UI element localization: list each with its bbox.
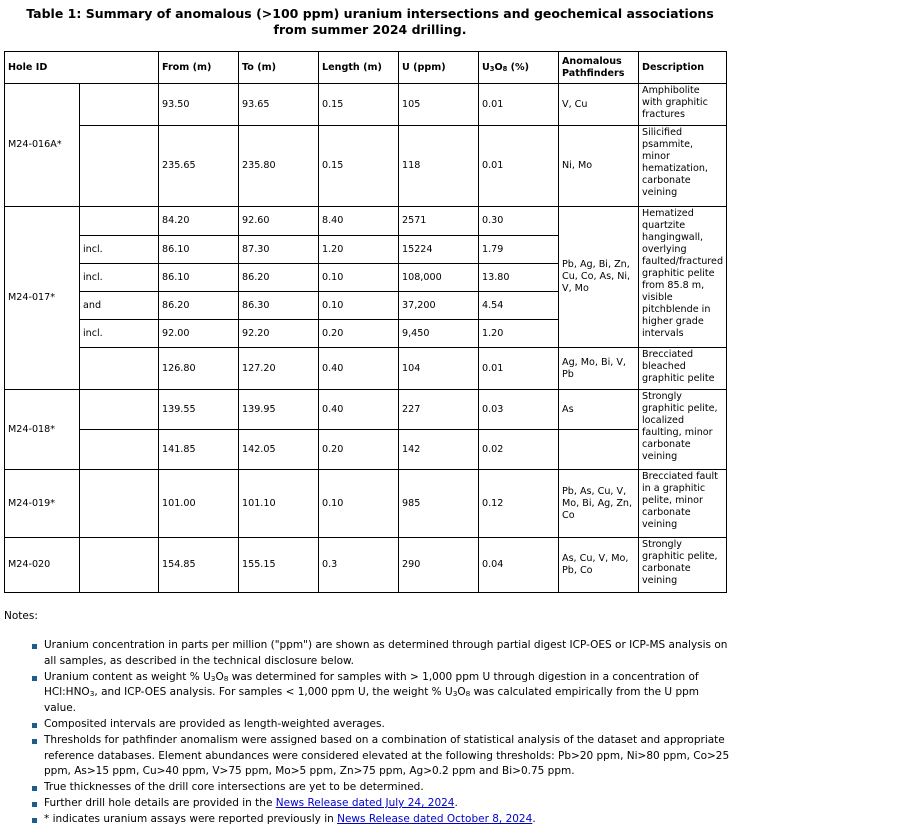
to-cell: 139.95 [239,390,319,430]
header-row [5,52,820,84]
length-cell: 0.10 [319,264,399,292]
qualifier-cell [80,207,159,236]
from-cell: 101.00 [159,470,239,538]
table-row [5,348,820,390]
u3o8-cell: 13.80 [479,264,559,292]
from-cell: 92.00 [159,320,239,348]
square-bullet-icon [32,739,37,744]
u-ppm-cell: 985 [399,470,479,538]
length-cell: 8.40 [319,207,399,236]
table-row [5,390,820,430]
from-cell: 126.80 [159,348,239,390]
table-row [5,470,820,538]
qualifier-cell [80,470,159,538]
length-cell: 0.10 [319,470,399,538]
header-to: To (m) [239,52,319,84]
to-cell: 127.20 [239,348,319,390]
from-cell: 84.20 [159,207,239,236]
from-cell: 139.55 [159,390,239,430]
u-ppm-cell: 104 [399,348,479,390]
table-title-line-2: from summer 2024 drilling. [273,22,467,37]
from-cell: 86.20 [159,292,239,320]
to-cell: 87.30 [239,236,319,264]
u-ppm-cell: 290 [399,538,479,593]
header-length: Length (m) [319,52,399,84]
description-cell: Strongly graphitic pelite, localized faulting, minor carbonate veining [639,390,727,470]
note-item: Uranium concentration in parts per million ("ppm") are shown as determined through partial digest ICP-OES or ICP-MS analysis on all samples, as described in the technical disclosure below. [32,638,732,670]
u-ppm-cell: 15224 [399,236,479,264]
hole-id-cell: M24-019* [5,470,80,538]
from-cell: 235.65 [159,126,239,207]
pathfinders-cell: Ni, Mo [559,126,639,207]
square-bullet-icon [32,818,37,823]
qualifier-cell [80,348,159,390]
description-cell: Hematized quartzite hangingwall, overlying faulted/fractured graphitic pelite from 85.8 m, visible pitchblende in higher grade intervals [639,207,727,348]
to-cell: 235.80 [239,126,319,207]
u-ppm-cell: 9,450 [399,320,479,348]
u3o8-cell: 0.12 [479,470,559,538]
table-row [5,84,820,126]
u-ppm-cell: 37,200 [399,292,479,320]
description-cell: Strongly graphitic pelite, carbonate veining [639,538,727,593]
u-ppm-cell: 105 [399,84,479,126]
qualifier-cell: and [80,292,159,320]
to-cell: 93.65 [239,84,319,126]
notes-label: Notes: [4,610,38,622]
notes-list [32,638,732,828]
hole-id-cell: M24-018* [5,390,80,470]
to-cell: 155.15 [239,538,319,593]
header-pathfinders: Anomalous Pathfinders [559,52,639,84]
u3o8-cell: 0.04 [479,538,559,593]
description-cell: Amphibolite with graphitic fractures [639,84,727,126]
header-u-ppm: U (ppm) [399,52,479,84]
header-description: Description [639,52,727,84]
length-cell: 0.10 [319,292,399,320]
pathfinders-cell [559,430,639,470]
description-cell: Brecciated fault in a graphitic pelite, minor carbonate veining [639,470,727,538]
length-cell: 0.40 [319,348,399,390]
qualifier-cell [80,126,159,207]
u3o8-cell: 4.54 [479,292,559,320]
note-item: Composited intervals are provided as length-weighted averages. [32,717,732,733]
header-from: From (m) [159,52,239,84]
length-cell: 0.20 [319,320,399,348]
to-cell: 142.05 [239,430,319,470]
length-cell: 0.40 [319,390,399,430]
note-item: Uranium content as weight % $U_3O_8$ was determined for samples with > 1,000 ppm U through digestion in a concentration of $HCl:HNO_3$, and ICP-OES analysis. For samples < 1,000 ppm U, the weight % $U_3O_8$ was calculated empirically from the U ppm value. [32,670,732,717]
news-release-october-8-link[interactable]: News Release dated October 8, 2024 [337,812,533,825]
to-cell: 86.20 [239,264,319,292]
qualifier-cell [80,430,159,470]
u-ppm-cell: 108,000 [399,264,479,292]
u3o8-cell: 1.20 [479,320,559,348]
news-release-july-24-link[interactable]: News Release dated July 24, 2024 [275,796,455,809]
qualifier-cell [80,390,159,430]
qualifier-cell [80,84,159,126]
description-cell: Brecciated bleached graphitic pelite [639,348,727,390]
uranium-intersections-table [4,51,820,593]
table-row [5,538,820,593]
u-ppm-cell: 2571 [399,207,479,236]
from-cell: 86.10 [159,236,239,264]
square-bullet-icon [32,723,37,728]
header-hole-id: Hole ID [5,52,159,84]
pathfinders-cell: Ag, Mo, Bi, V, Pb [559,348,639,390]
u-ppm-cell: 118 [399,126,479,207]
qualifier-cell: incl. [80,236,159,264]
note-item: Further drill hole details are provided in the News Release dated July 24, 2024. [32,796,732,812]
square-bullet-icon [32,644,37,649]
note-item: Thresholds for pathfinder anomalism were assigned based on a combination of statistical analysis of the dataset and appropriate reference databases. Element abundances were considered elevated at the following thresholds: Pb>20 ppm, Ni>80 ppm, Co>25 ppm, As>15 ppm, Cu>40 ppm, V>75 ppm, Mo>5 ppm, Zn>75 ppm, Ag>0.2 ppm and Bi>0.75 ppm. [32,733,732,780]
qualifier-cell: incl. [80,320,159,348]
pathfinders-cell: V, Cu [559,84,639,126]
pathfinders-cell: As, Cu, V, Mo, Pb, Co [559,538,639,593]
square-bullet-icon [32,802,37,807]
length-cell: 0.3 [319,538,399,593]
header-u3o8: $U_3O_8$ (%) [479,52,559,84]
to-cell: 86.30 [239,292,319,320]
qualifier-cell: incl. [80,264,159,292]
u3o8-cell: 0.01 [479,348,559,390]
hole-id-cell: M24-016A* [5,84,80,207]
table-title-line-1: Table 1: Summary of anomalous (>100 ppm) uranium intersections and geochemical associations [26,6,714,21]
table-row [5,126,820,207]
pathfinders-cell: As [559,390,639,430]
u3o8-cell: 0.30 [479,207,559,236]
u3o8-cell: 1.79 [479,236,559,264]
pathfinders-cell: Pb, Ag, Bi, Zn, Cu, Co, As, Ni, V, Mo [559,207,639,348]
pathfinders-cell: Pb, As, Cu, V, Mo, Bi, Ag, Zn, Co [559,470,639,538]
table-title [0,6,740,38]
to-cell: 92.60 [239,207,319,236]
u-ppm-cell: 227 [399,390,479,430]
note-item: True thicknesses of the drill core intersections are yet to be determined. [32,780,732,796]
from-cell: 141.85 [159,430,239,470]
length-cell: 0.15 [319,84,399,126]
length-cell: 1.20 [319,236,399,264]
u-ppm-cell: 142 [399,430,479,470]
from-cell: 86.10 [159,264,239,292]
from-cell: 154.85 [159,538,239,593]
table-row [5,207,820,236]
to-cell: 101.10 [239,470,319,538]
from-cell: 93.50 [159,84,239,126]
description-cell: Silicified psammite, minor hematization, carbonate veining [639,126,727,207]
qualifier-cell [80,538,159,593]
to-cell: 92.20 [239,320,319,348]
u3o8-cell: 0.03 [479,390,559,430]
u3o8-cell: 0.01 [479,126,559,207]
u3o8-cell: 0.01 [479,84,559,126]
note-item: * indicates uranium assays were reported previously in News Release dated October 8, 2024. [32,812,732,828]
u3o8-cell: 0.02 [479,430,559,470]
length-cell: 0.20 [319,430,399,470]
length-cell: 0.15 [319,126,399,207]
square-bullet-icon [32,786,37,791]
hole-id-cell: M24-020 [5,538,80,593]
square-bullet-icon [32,676,37,681]
hole-id-cell: M24-017* [5,207,80,390]
